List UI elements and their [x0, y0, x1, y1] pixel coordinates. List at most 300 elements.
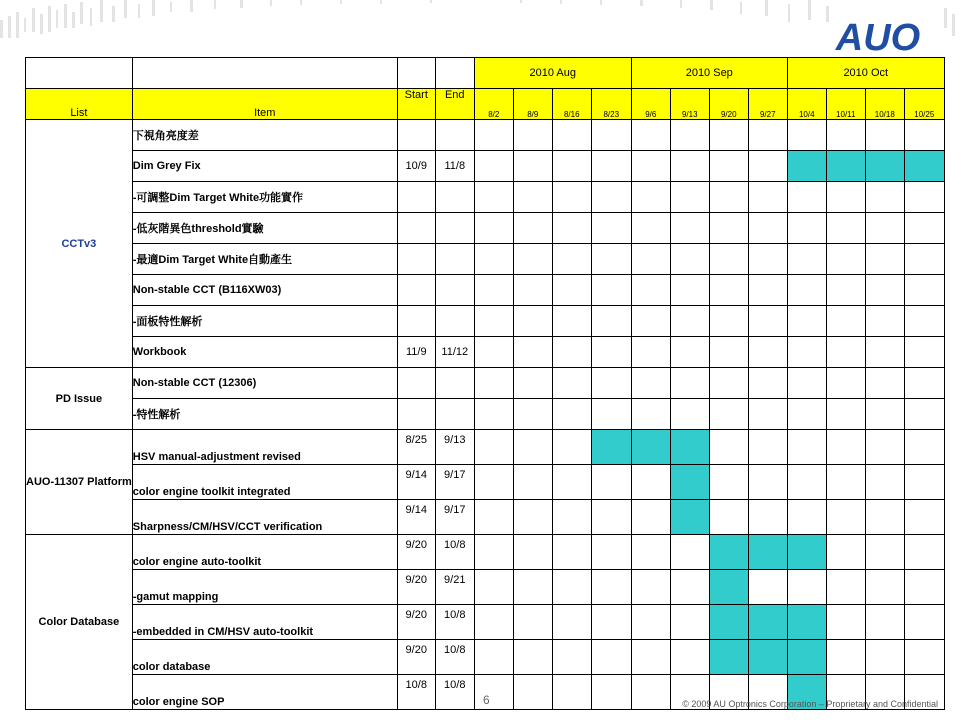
end-date — [435, 368, 474, 399]
gantt-cell — [552, 399, 591, 430]
gantt-cell — [709, 465, 748, 500]
task-name: Non-stable CCT (B116XW03) — [132, 275, 397, 306]
gantt-cell — [670, 570, 709, 605]
gantt-cell — [826, 120, 865, 151]
gantt-cell — [865, 570, 904, 605]
gantt-cell — [826, 640, 865, 675]
end-date — [435, 182, 474, 213]
gantt-cell — [670, 120, 709, 151]
gantt-cell-filled — [787, 640, 826, 675]
gantt-cell — [826, 430, 865, 465]
task-name: Dim Grey Fix — [132, 151, 397, 182]
gantt-cell — [748, 337, 787, 368]
gantt-cell-filled — [670, 465, 709, 500]
gantt-cell — [748, 399, 787, 430]
gantt-cell — [513, 120, 552, 151]
gantt-cell — [865, 368, 904, 399]
blank-header-cell — [435, 58, 474, 89]
gantt-cell — [787, 182, 826, 213]
blank-header-cell — [397, 58, 435, 89]
gantt-cell — [631, 570, 670, 605]
gantt-cell-filled — [709, 605, 748, 640]
gantt-cell — [474, 570, 513, 605]
start-date: 9/14 — [397, 465, 435, 500]
gantt-cell — [513, 399, 552, 430]
blank-header-cell — [26, 58, 133, 89]
gantt-cell — [709, 244, 748, 275]
task-name: color engine SOP — [132, 675, 397, 710]
gantt-cell — [474, 465, 513, 500]
task-row — [26, 399, 945, 430]
task-row — [26, 213, 945, 244]
gantt-cell — [631, 368, 670, 399]
gantt-cell-filled — [709, 570, 748, 605]
start-date: 9/20 — [397, 605, 435, 640]
gantt-cell — [552, 151, 591, 182]
gantt-cell — [748, 306, 787, 337]
gantt-cell — [709, 213, 748, 244]
end-date: 9/21 — [435, 570, 474, 605]
gantt-cell — [591, 275, 631, 306]
gantt-cell — [787, 337, 826, 368]
gantt-cell-filled — [670, 430, 709, 465]
page-number: 6 — [483, 693, 490, 707]
start-date: 9/20 — [397, 570, 435, 605]
gantt-cell — [865, 500, 904, 535]
task-row — [26, 182, 945, 213]
gantt-cell — [748, 500, 787, 535]
start-date — [397, 275, 435, 306]
gantt-cell-filled — [748, 605, 787, 640]
gantt-cell — [670, 640, 709, 675]
end-date: 9/13 — [435, 430, 474, 465]
gantt-cell — [865, 430, 904, 465]
gantt-cell — [552, 500, 591, 535]
gantt-cell — [474, 120, 513, 151]
gantt-cell — [631, 275, 670, 306]
task-name: color engine toolkit integrated — [132, 465, 397, 500]
gantt-cell — [670, 399, 709, 430]
gantt-cell — [904, 465, 944, 500]
gantt-cell — [513, 306, 552, 337]
gantt-cell — [474, 244, 513, 275]
gantt-cell — [709, 337, 748, 368]
gantt-cell — [826, 500, 865, 535]
gantt-cell — [748, 151, 787, 182]
start-date: 10/9 — [397, 151, 435, 182]
gantt-cell — [631, 535, 670, 570]
gantt-cell — [904, 535, 944, 570]
task-name: -可調整Dim Target White功能實作 — [132, 182, 397, 213]
gantt-cell — [904, 182, 944, 213]
task-name: Non-stable CCT (12306) — [132, 368, 397, 399]
gantt-cell-filled — [787, 605, 826, 640]
gantt-cell — [591, 500, 631, 535]
gantt-cell — [552, 430, 591, 465]
gantt-cell — [474, 182, 513, 213]
gantt-cell — [670, 244, 709, 275]
end-date — [435, 120, 474, 151]
gantt-cell — [631, 244, 670, 275]
gantt-cell — [513, 430, 552, 465]
gantt-cell — [552, 465, 591, 500]
gantt-cell — [787, 306, 826, 337]
gantt-cell — [709, 368, 748, 399]
gantt-cell — [670, 182, 709, 213]
gantt-cell — [865, 182, 904, 213]
gantt-cell — [904, 306, 944, 337]
gantt-cell — [552, 337, 591, 368]
gantt-cell-filled — [709, 535, 748, 570]
gantt-cell — [865, 275, 904, 306]
gantt-cell — [787, 430, 826, 465]
gantt-cell — [865, 337, 904, 368]
gantt-cell — [826, 535, 865, 570]
end-date: 10/8 — [435, 640, 474, 675]
gantt-cell — [904, 244, 944, 275]
start-date: 9/14 — [397, 500, 435, 535]
gantt-cell — [591, 465, 631, 500]
week-header: 8/9 — [513, 89, 552, 120]
end-date — [435, 213, 474, 244]
week-header: 9/27 — [748, 89, 787, 120]
task-name: color engine auto-toolkit — [132, 535, 397, 570]
gantt-cell — [709, 275, 748, 306]
end-date: 11/8 — [435, 151, 474, 182]
month-header: 2010 Aug — [474, 58, 631, 89]
list-header: List — [26, 89, 133, 120]
gantt-cell — [826, 306, 865, 337]
gantt-cell — [591, 213, 631, 244]
start-date: 9/20 — [397, 535, 435, 570]
gantt-cell — [552, 368, 591, 399]
gantt-cell — [552, 675, 591, 710]
end-date: 10/8 — [435, 675, 474, 710]
gantt-cell — [513, 337, 552, 368]
gantt-cell — [591, 570, 631, 605]
gantt-cell — [865, 244, 904, 275]
gantt-cell — [552, 244, 591, 275]
gantt-cell — [513, 368, 552, 399]
task-row — [26, 535, 945, 570]
task-name: -特性解析 — [132, 399, 397, 430]
week-header: 8/2 — [474, 89, 513, 120]
start-date — [397, 399, 435, 430]
task-row — [26, 275, 945, 306]
gantt-cell — [513, 182, 552, 213]
gantt-cell — [748, 368, 787, 399]
week-header: 8/16 — [552, 89, 591, 120]
gantt-cell — [591, 244, 631, 275]
gantt-cell — [513, 500, 552, 535]
gantt-cell — [709, 182, 748, 213]
gantt-cell — [826, 244, 865, 275]
task-row — [26, 368, 945, 399]
start-date — [397, 182, 435, 213]
gantt-cell — [513, 275, 552, 306]
week-header: 10/25 — [904, 89, 944, 120]
blank-header-cell — [132, 58, 397, 89]
task-name: -gamut mapping — [132, 570, 397, 605]
end-date: 9/17 — [435, 500, 474, 535]
gantt-cell — [513, 570, 552, 605]
gantt-cell-filled — [631, 430, 670, 465]
task-name: -面板特性解析 — [132, 306, 397, 337]
gantt-cell — [591, 182, 631, 213]
task-row — [26, 500, 945, 535]
gantt-cell — [748, 570, 787, 605]
end-date: 10/8 — [435, 535, 474, 570]
gantt-cell — [904, 430, 944, 465]
gantt-cell — [709, 399, 748, 430]
gantt-cell — [552, 275, 591, 306]
gantt-cell — [513, 675, 552, 710]
gantt-cell — [904, 213, 944, 244]
gantt-cell — [826, 465, 865, 500]
gantt-cell — [904, 368, 944, 399]
group-label: Color Database — [26, 535, 133, 710]
group-label: PD Issue — [26, 368, 133, 430]
task-row — [26, 465, 945, 500]
gantt-cell — [474, 368, 513, 399]
gantt-cell — [787, 120, 826, 151]
month-header-row — [26, 58, 945, 89]
gantt-cell — [904, 500, 944, 535]
gantt-cell-filled — [865, 151, 904, 182]
task-name: -embedded in CM/HSV auto-toolkit — [132, 605, 397, 640]
end-date — [435, 244, 474, 275]
gantt-cell — [670, 535, 709, 570]
week-header: 10/18 — [865, 89, 904, 120]
gantt-cell — [552, 120, 591, 151]
gantt-cell — [826, 605, 865, 640]
gantt-cell-filled — [709, 640, 748, 675]
gantt-cell — [865, 535, 904, 570]
auo-logo — [833, 16, 923, 56]
gantt-cell — [513, 535, 552, 570]
gantt-cell — [591, 337, 631, 368]
gantt-cell — [904, 640, 944, 675]
start-date: 10/8 — [397, 675, 435, 710]
gantt-cell — [474, 430, 513, 465]
gantt-cell — [513, 465, 552, 500]
end-header: End — [435, 89, 474, 120]
gantt-cell-filled — [826, 151, 865, 182]
gantt-cell — [552, 570, 591, 605]
start-header: Start — [397, 89, 435, 120]
gantt-cell — [865, 465, 904, 500]
gantt-cell — [709, 306, 748, 337]
start-date — [397, 244, 435, 275]
gantt-cell — [591, 306, 631, 337]
start-date: 11/9 — [397, 337, 435, 368]
task-row — [26, 430, 945, 465]
decorative-header-pattern — [0, 0, 960, 55]
gantt-cell — [904, 399, 944, 430]
gantt-cell — [552, 640, 591, 675]
gantt-cell — [591, 399, 631, 430]
gantt-cell — [474, 535, 513, 570]
gantt-cell — [631, 213, 670, 244]
gantt-cell-filled — [787, 151, 826, 182]
group-label: AUO-11307 Platform — [26, 430, 133, 535]
gantt-cell — [748, 213, 787, 244]
end-date: 11/12 — [435, 337, 474, 368]
gantt-cell — [474, 337, 513, 368]
gantt-cell — [631, 465, 670, 500]
gantt-cell — [865, 640, 904, 675]
gantt-cell — [787, 368, 826, 399]
gantt-cell — [670, 368, 709, 399]
task-name: Workbook — [132, 337, 397, 368]
gantt-cell-filled — [748, 535, 787, 570]
gantt-cell — [552, 182, 591, 213]
task-row — [26, 337, 945, 368]
week-header: 9/13 — [670, 89, 709, 120]
gantt-cell-filled — [748, 640, 787, 675]
schedule-table — [25, 57, 945, 710]
gantt-cell — [474, 275, 513, 306]
gantt-cell — [865, 306, 904, 337]
gantt-cell — [826, 570, 865, 605]
week-header: 9/20 — [709, 89, 748, 120]
gantt-cell — [474, 399, 513, 430]
gantt-cell — [474, 500, 513, 535]
gantt-cell — [670, 337, 709, 368]
gantt-cell — [631, 605, 670, 640]
week-header: 10/4 — [787, 89, 826, 120]
gantt-cell — [591, 605, 631, 640]
gantt-cell — [552, 605, 591, 640]
gantt-cell — [670, 605, 709, 640]
gantt-cell — [709, 151, 748, 182]
start-date — [397, 120, 435, 151]
gantt-cell — [748, 120, 787, 151]
task-row — [26, 244, 945, 275]
gantt-cell — [513, 605, 552, 640]
gantt-cell — [748, 182, 787, 213]
item-header: Item — [132, 89, 397, 120]
task-name: color database — [132, 640, 397, 675]
gantt-cell — [787, 465, 826, 500]
month-header: 2010 Oct — [787, 58, 944, 89]
week-header: 10/11 — [826, 89, 865, 120]
start-date — [397, 213, 435, 244]
gantt-cell — [631, 675, 670, 710]
gantt-cell — [670, 213, 709, 244]
month-header: 2010 Sep — [631, 58, 787, 89]
task-row — [26, 605, 945, 640]
gantt-cell — [787, 275, 826, 306]
gantt-cell — [904, 570, 944, 605]
gantt-cell — [631, 182, 670, 213]
end-date: 10/8 — [435, 605, 474, 640]
gantt-cell — [826, 213, 865, 244]
copyright-notice: © 2009 AU Optronics Corporation – Proprietary and Confidential — [682, 699, 938, 709]
task-name: 下視角亮度差 — [132, 120, 397, 151]
gantt-cell — [904, 275, 944, 306]
gantt-cell — [748, 430, 787, 465]
gantt-cell — [787, 500, 826, 535]
gantt-cell — [826, 182, 865, 213]
gantt-cell — [631, 399, 670, 430]
gantt-cell — [826, 399, 865, 430]
gantt-cell — [474, 306, 513, 337]
end-date — [435, 399, 474, 430]
gantt-cell — [865, 605, 904, 640]
gantt-cell — [474, 605, 513, 640]
gantt-cell — [631, 337, 670, 368]
gantt-cell — [631, 120, 670, 151]
gantt-cell — [474, 213, 513, 244]
gantt-cell — [591, 640, 631, 675]
end-date — [435, 306, 474, 337]
gantt-cell — [591, 120, 631, 151]
gantt-cell — [748, 275, 787, 306]
gantt-cell-filled — [787, 535, 826, 570]
gantt-cell — [552, 213, 591, 244]
gantt-cell — [787, 244, 826, 275]
gantt-cell — [631, 306, 670, 337]
gantt-cell — [826, 275, 865, 306]
week-header: 9/6 — [631, 89, 670, 120]
gantt-cell — [904, 605, 944, 640]
gantt-cell — [513, 151, 552, 182]
task-name: -最適Dim Target White自動產生 — [132, 244, 397, 275]
gantt-cell — [474, 675, 513, 710]
gantt-cell — [631, 500, 670, 535]
end-date — [435, 275, 474, 306]
svg-text:AUO: AUO — [835, 17, 921, 56]
gantt-cell — [904, 337, 944, 368]
gantt-cell — [552, 535, 591, 570]
gantt-cell — [787, 399, 826, 430]
gantt-cell — [474, 640, 513, 675]
start-date: 8/25 — [397, 430, 435, 465]
group-label: CCTv3 — [26, 120, 133, 368]
gantt-cell-filled — [670, 500, 709, 535]
gantt-cell — [748, 244, 787, 275]
task-row — [26, 151, 945, 182]
task-name: Sharpness/CM/HSV/CCT verification — [132, 500, 397, 535]
gantt-cell — [709, 120, 748, 151]
end-date: 9/17 — [435, 465, 474, 500]
task-row — [26, 120, 945, 151]
gantt-cell — [787, 570, 826, 605]
gantt-cell — [709, 500, 748, 535]
gantt-cell — [513, 213, 552, 244]
gantt-cell — [865, 399, 904, 430]
column-header-row — [26, 89, 945, 120]
gantt-cell — [904, 120, 944, 151]
task-row — [26, 640, 945, 675]
gantt-cell — [591, 675, 631, 710]
gantt-cell — [670, 306, 709, 337]
gantt-cell — [631, 151, 670, 182]
gantt-cell — [748, 465, 787, 500]
task-row — [26, 570, 945, 605]
start-date — [397, 368, 435, 399]
task-name: -低灰階異色threshold實驗 — [132, 213, 397, 244]
gantt-cell — [591, 368, 631, 399]
gantt-cell — [670, 151, 709, 182]
gantt-cell — [513, 244, 552, 275]
gantt-cell — [865, 120, 904, 151]
gantt-cell — [552, 306, 591, 337]
week-header: 8/23 — [591, 89, 631, 120]
start-date: 9/20 — [397, 640, 435, 675]
task-row — [26, 306, 945, 337]
